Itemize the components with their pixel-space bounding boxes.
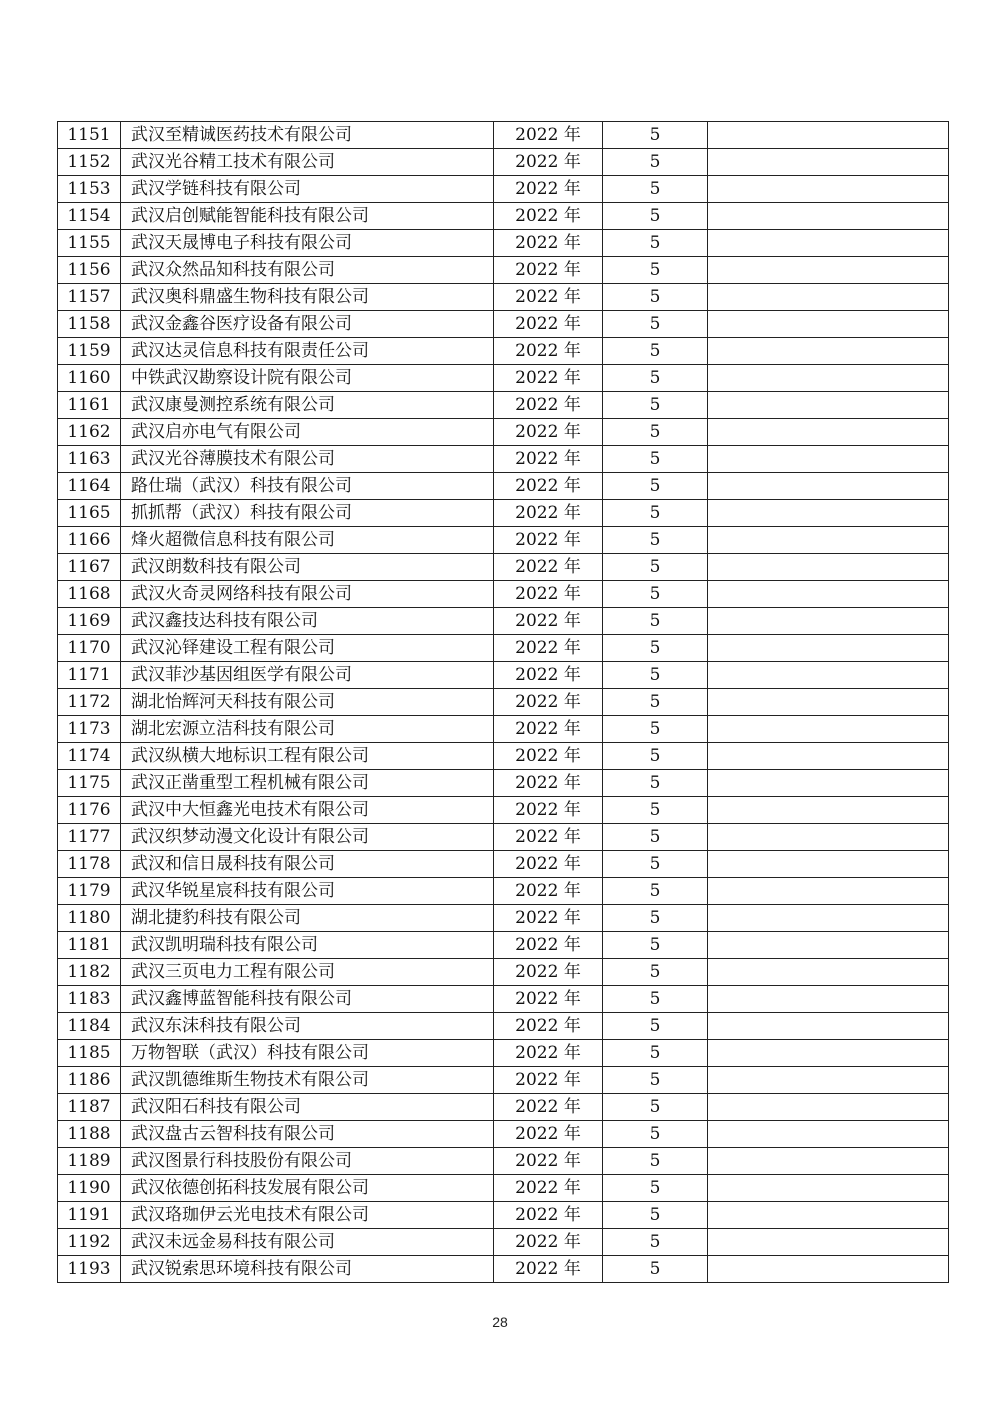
cell-company-name: 武汉图景行科技股份有限公司 [121,1148,494,1175]
table-row [58,1256,949,1283]
cell-company-name: 中铁武汉勘察设计院有限公司 [121,365,494,392]
cell-company-name: 武汉正凿重型工程机械有限公司 [121,770,494,797]
table-row [58,689,949,716]
cell-number: 1151 [58,122,121,149]
cell-value: 5 [603,851,708,878]
cell-value: 5 [603,365,708,392]
cell-year: 2022 年 [494,257,603,284]
cell-company-name: 武汉阳石科技有限公司 [121,1094,494,1121]
cell-number: 1164 [58,473,121,500]
cell-note [708,932,949,959]
cell-note [708,311,949,338]
cell-value: 5 [603,419,708,446]
table-row [58,257,949,284]
cell-value: 5 [603,662,708,689]
cell-note [708,581,949,608]
cell-company-name: 武汉康曼测控系统有限公司 [121,392,494,419]
cell-company-name: 武汉纵横大地标识工程有限公司 [121,743,494,770]
cell-number: 1186 [58,1067,121,1094]
cell-note [708,365,949,392]
cell-note [708,1121,949,1148]
cell-value: 5 [603,149,708,176]
cell-value: 5 [603,527,708,554]
cell-year: 2022 年 [494,689,603,716]
cell-note [708,662,949,689]
cell-company-name: 武汉鑫博蓝智能科技有限公司 [121,986,494,1013]
cell-company-name: 武汉盘古云智科技有限公司 [121,1121,494,1148]
cell-company-name: 武汉达灵信息科技有限责任公司 [121,338,494,365]
cell-number: 1178 [58,851,121,878]
cell-note [708,1229,949,1256]
cell-note [708,122,949,149]
cell-note [708,986,949,1013]
cell-company-name: 武汉未远金易科技有限公司 [121,1229,494,1256]
table-row [58,365,949,392]
table-row [58,203,949,230]
table-row [58,473,949,500]
cell-year: 2022 年 [494,500,603,527]
cell-company-name: 武汉沁铎建设工程有限公司 [121,635,494,662]
cell-number: 1166 [58,527,121,554]
cell-value: 5 [603,1121,708,1148]
cell-number: 1187 [58,1094,121,1121]
cell-company-name: 武汉三页电力工程有限公司 [121,959,494,986]
cell-year: 2022 年 [494,1256,603,1283]
cell-value: 5 [603,257,708,284]
cell-number: 1182 [58,959,121,986]
cell-year: 2022 年 [494,338,603,365]
cell-value: 5 [603,1094,708,1121]
cell-value: 5 [603,392,708,419]
table-row [58,122,949,149]
cell-note [708,716,949,743]
cell-number: 1193 [58,1256,121,1283]
cell-company-name: 武汉和信日晟科技有限公司 [121,851,494,878]
cell-number: 1161 [58,392,121,419]
cell-value: 5 [603,338,708,365]
table-row [58,851,949,878]
cell-year: 2022 年 [494,446,603,473]
table-row [58,716,949,743]
table-row [58,1067,949,1094]
cell-number: 1169 [58,608,121,635]
cell-note [708,230,949,257]
cell-year: 2022 年 [494,176,603,203]
cell-note [708,500,949,527]
cell-year: 2022 年 [494,851,603,878]
cell-year: 2022 年 [494,743,603,770]
cell-value: 5 [603,608,708,635]
cell-year: 2022 年 [494,149,603,176]
cell-value: 5 [603,905,708,932]
cell-value: 5 [603,581,708,608]
cell-number: 1177 [58,824,121,851]
cell-note [708,1202,949,1229]
cell-year: 2022 年 [494,311,603,338]
table-row [58,1094,949,1121]
cell-note [708,608,949,635]
cell-year: 2022 年 [494,932,603,959]
cell-company-name: 湖北宏源立洁科技有限公司 [121,716,494,743]
cell-year: 2022 年 [494,365,603,392]
cell-year: 2022 年 [494,581,603,608]
cell-year: 2022 年 [494,797,603,824]
cell-value: 5 [603,824,708,851]
cell-note [708,1256,949,1283]
cell-value: 5 [603,932,708,959]
cell-year: 2022 年 [494,419,603,446]
cell-year: 2022 年 [494,986,603,1013]
cell-company-name: 武汉光谷薄膜技术有限公司 [121,446,494,473]
cell-number: 1181 [58,932,121,959]
cell-value: 5 [603,122,708,149]
cell-number: 1155 [58,230,121,257]
cell-year: 2022 年 [494,1229,603,1256]
table-row [58,554,949,581]
cell-company-name: 武汉启创赋能智能科技有限公司 [121,203,494,230]
cell-note [708,446,949,473]
cell-company-name: 武汉天晟博电子科技有限公司 [121,230,494,257]
table-row [58,419,949,446]
table-row [58,1040,949,1067]
cell-company-name: 武汉鑫技达科技有限公司 [121,608,494,635]
cell-year: 2022 年 [494,1175,603,1202]
cell-number: 1154 [58,203,121,230]
cell-company-name: 武汉华锐星宸科技有限公司 [121,878,494,905]
cell-number: 1173 [58,716,121,743]
cell-year: 2022 年 [494,473,603,500]
cell-value: 5 [603,1229,708,1256]
cell-number: 1174 [58,743,121,770]
table-row [58,824,949,851]
cell-note [708,1013,949,1040]
cell-number: 1190 [58,1175,121,1202]
cell-year: 2022 年 [494,122,603,149]
cell-company-name: 武汉凯明瑞科技有限公司 [121,932,494,959]
table-row [58,959,949,986]
cell-note [708,635,949,662]
cell-value: 5 [603,284,708,311]
cell-number: 1160 [58,365,121,392]
table-row [58,1148,949,1175]
cell-value: 5 [603,473,708,500]
cell-year: 2022 年 [494,284,603,311]
cell-note [708,1067,949,1094]
cell-company-name: 武汉火奇灵网络科技有限公司 [121,581,494,608]
cell-year: 2022 年 [494,608,603,635]
cell-note [708,1094,949,1121]
cell-year: 2022 年 [494,1121,603,1148]
cell-note [708,905,949,932]
table-row [58,500,949,527]
cell-value: 5 [603,176,708,203]
table-row [58,1013,949,1040]
cell-company-name: 抓抓帮（武汉）科技有限公司 [121,500,494,527]
cell-value: 5 [603,1256,708,1283]
table-row [58,986,949,1013]
cell-note [708,1040,949,1067]
cell-note [708,257,949,284]
table-row [58,176,949,203]
cell-number: 1153 [58,176,121,203]
cell-value: 5 [603,743,708,770]
cell-note [708,419,949,446]
cell-year: 2022 年 [494,230,603,257]
cell-value: 5 [603,500,708,527]
cell-company-name: 武汉织梦动漫文化设计有限公司 [121,824,494,851]
cell-value: 5 [603,230,708,257]
cell-year: 2022 年 [494,662,603,689]
cell-note [708,473,949,500]
cell-number: 1191 [58,1202,121,1229]
cell-value: 5 [603,311,708,338]
cell-note [708,203,949,230]
cell-value: 5 [603,203,708,230]
table-row [58,149,949,176]
cell-company-name: 万物智联（武汉）科技有限公司 [121,1040,494,1067]
cell-value: 5 [603,986,708,1013]
cell-note [708,554,949,581]
cell-company-name: 武汉朗数科技有限公司 [121,554,494,581]
cell-company-name: 烽火超微信息科技有限公司 [121,527,494,554]
cell-year: 2022 年 [494,1094,603,1121]
cell-company-name: 武汉奥科鼎盛生物科技有限公司 [121,284,494,311]
cell-number: 1175 [58,770,121,797]
cell-company-name: 武汉锐索思环境科技有限公司 [121,1256,494,1283]
cell-note [708,689,949,716]
cell-note [708,1148,949,1175]
cell-company-name: 武汉东沫科技有限公司 [121,1013,494,1040]
cell-year: 2022 年 [494,392,603,419]
cell-number: 1152 [58,149,121,176]
table-row [58,905,949,932]
cell-company-name: 武汉光谷精工技术有限公司 [121,149,494,176]
table-row [58,527,949,554]
cell-note [708,284,949,311]
cell-year: 2022 年 [494,770,603,797]
cell-number: 1162 [58,419,121,446]
table-row [58,797,949,824]
table-row [58,878,949,905]
cell-value: 5 [603,770,708,797]
cell-note [708,149,949,176]
cell-company-name: 湖北捷豹科技有限公司 [121,905,494,932]
cell-number: 1172 [58,689,121,716]
table-row [58,338,949,365]
cell-year: 2022 年 [494,635,603,662]
cell-value: 5 [603,1067,708,1094]
cell-number: 1165 [58,500,121,527]
cell-year: 2022 年 [494,1202,603,1229]
cell-year: 2022 年 [494,527,603,554]
table-row [58,770,949,797]
cell-note [708,770,949,797]
cell-year: 2022 年 [494,1040,603,1067]
cell-number: 1185 [58,1040,121,1067]
cell-number: 1179 [58,878,121,905]
table-row [58,446,949,473]
cell-company-name: 武汉众然品知科技有限公司 [121,257,494,284]
cell-value: 5 [603,1202,708,1229]
cell-company-name: 武汉珞珈伊云光电技术有限公司 [121,1202,494,1229]
table-row [58,392,949,419]
cell-company-name: 湖北怡辉河天科技有限公司 [121,689,494,716]
cell-note [708,392,949,419]
cell-value: 5 [603,1148,708,1175]
cell-number: 1188 [58,1121,121,1148]
cell-note [708,878,949,905]
table-row [58,1229,949,1256]
cell-number: 1176 [58,797,121,824]
cell-number: 1157 [58,284,121,311]
cell-value: 5 [603,635,708,662]
cell-year: 2022 年 [494,716,603,743]
cell-value: 5 [603,878,708,905]
cell-value: 5 [603,797,708,824]
cell-number: 1167 [58,554,121,581]
cell-company-name: 路仕瑞（武汉）科技有限公司 [121,473,494,500]
cell-number: 1180 [58,905,121,932]
company-table [57,121,949,1283]
table-row [58,743,949,770]
cell-company-name: 武汉中大恒鑫光电技术有限公司 [121,797,494,824]
cell-year: 2022 年 [494,1013,603,1040]
cell-company-name: 武汉至精诚医药技术有限公司 [121,122,494,149]
cell-value: 5 [603,1040,708,1067]
cell-number: 1163 [58,446,121,473]
cell-value: 5 [603,554,708,581]
table-row [58,284,949,311]
cell-company-name: 武汉学链科技有限公司 [121,176,494,203]
cell-value: 5 [603,959,708,986]
cell-year: 2022 年 [494,1067,603,1094]
table-row [58,1202,949,1229]
cell-year: 2022 年 [494,959,603,986]
cell-number: 1170 [58,635,121,662]
cell-value: 5 [603,1013,708,1040]
cell-number: 1168 [58,581,121,608]
cell-year: 2022 年 [494,824,603,851]
cell-value: 5 [603,689,708,716]
cell-year: 2022 年 [494,203,603,230]
cell-year: 2022 年 [494,878,603,905]
table-row [58,230,949,257]
cell-number: 1171 [58,662,121,689]
cell-number: 1183 [58,986,121,1013]
cell-note [708,527,949,554]
cell-company-name: 武汉凯德维斯生物技术有限公司 [121,1067,494,1094]
table-row [58,932,949,959]
cell-company-name: 武汉菲沙基因组医学有限公司 [121,662,494,689]
cell-company-name: 武汉依德创拓科技发展有限公司 [121,1175,494,1202]
cell-note [708,338,949,365]
cell-note [708,797,949,824]
cell-year: 2022 年 [494,554,603,581]
table-row [58,1175,949,1202]
cell-note [708,824,949,851]
cell-number: 1159 [58,338,121,365]
cell-value: 5 [603,716,708,743]
cell-year: 2022 年 [494,1148,603,1175]
cell-note [708,851,949,878]
cell-year: 2022 年 [494,905,603,932]
table-row [58,635,949,662]
cell-note [708,176,949,203]
table-row [58,608,949,635]
table-row [58,1121,949,1148]
table-row [58,662,949,689]
cell-number: 1158 [58,311,121,338]
cell-value: 5 [603,446,708,473]
cell-note [708,1175,949,1202]
cell-number: 1184 [58,1013,121,1040]
cell-value: 5 [603,1175,708,1202]
table-body [58,122,949,1283]
table-row [58,311,949,338]
cell-note [708,743,949,770]
cell-number: 1156 [58,257,121,284]
cell-company-name: 武汉启亦电气有限公司 [121,419,494,446]
page-number: 28 [492,1314,508,1330]
cell-note [708,959,949,986]
cell-number: 1192 [58,1229,121,1256]
table-row [58,581,949,608]
cell-number: 1189 [58,1148,121,1175]
cell-company-name: 武汉金鑫谷医疗设备有限公司 [121,311,494,338]
